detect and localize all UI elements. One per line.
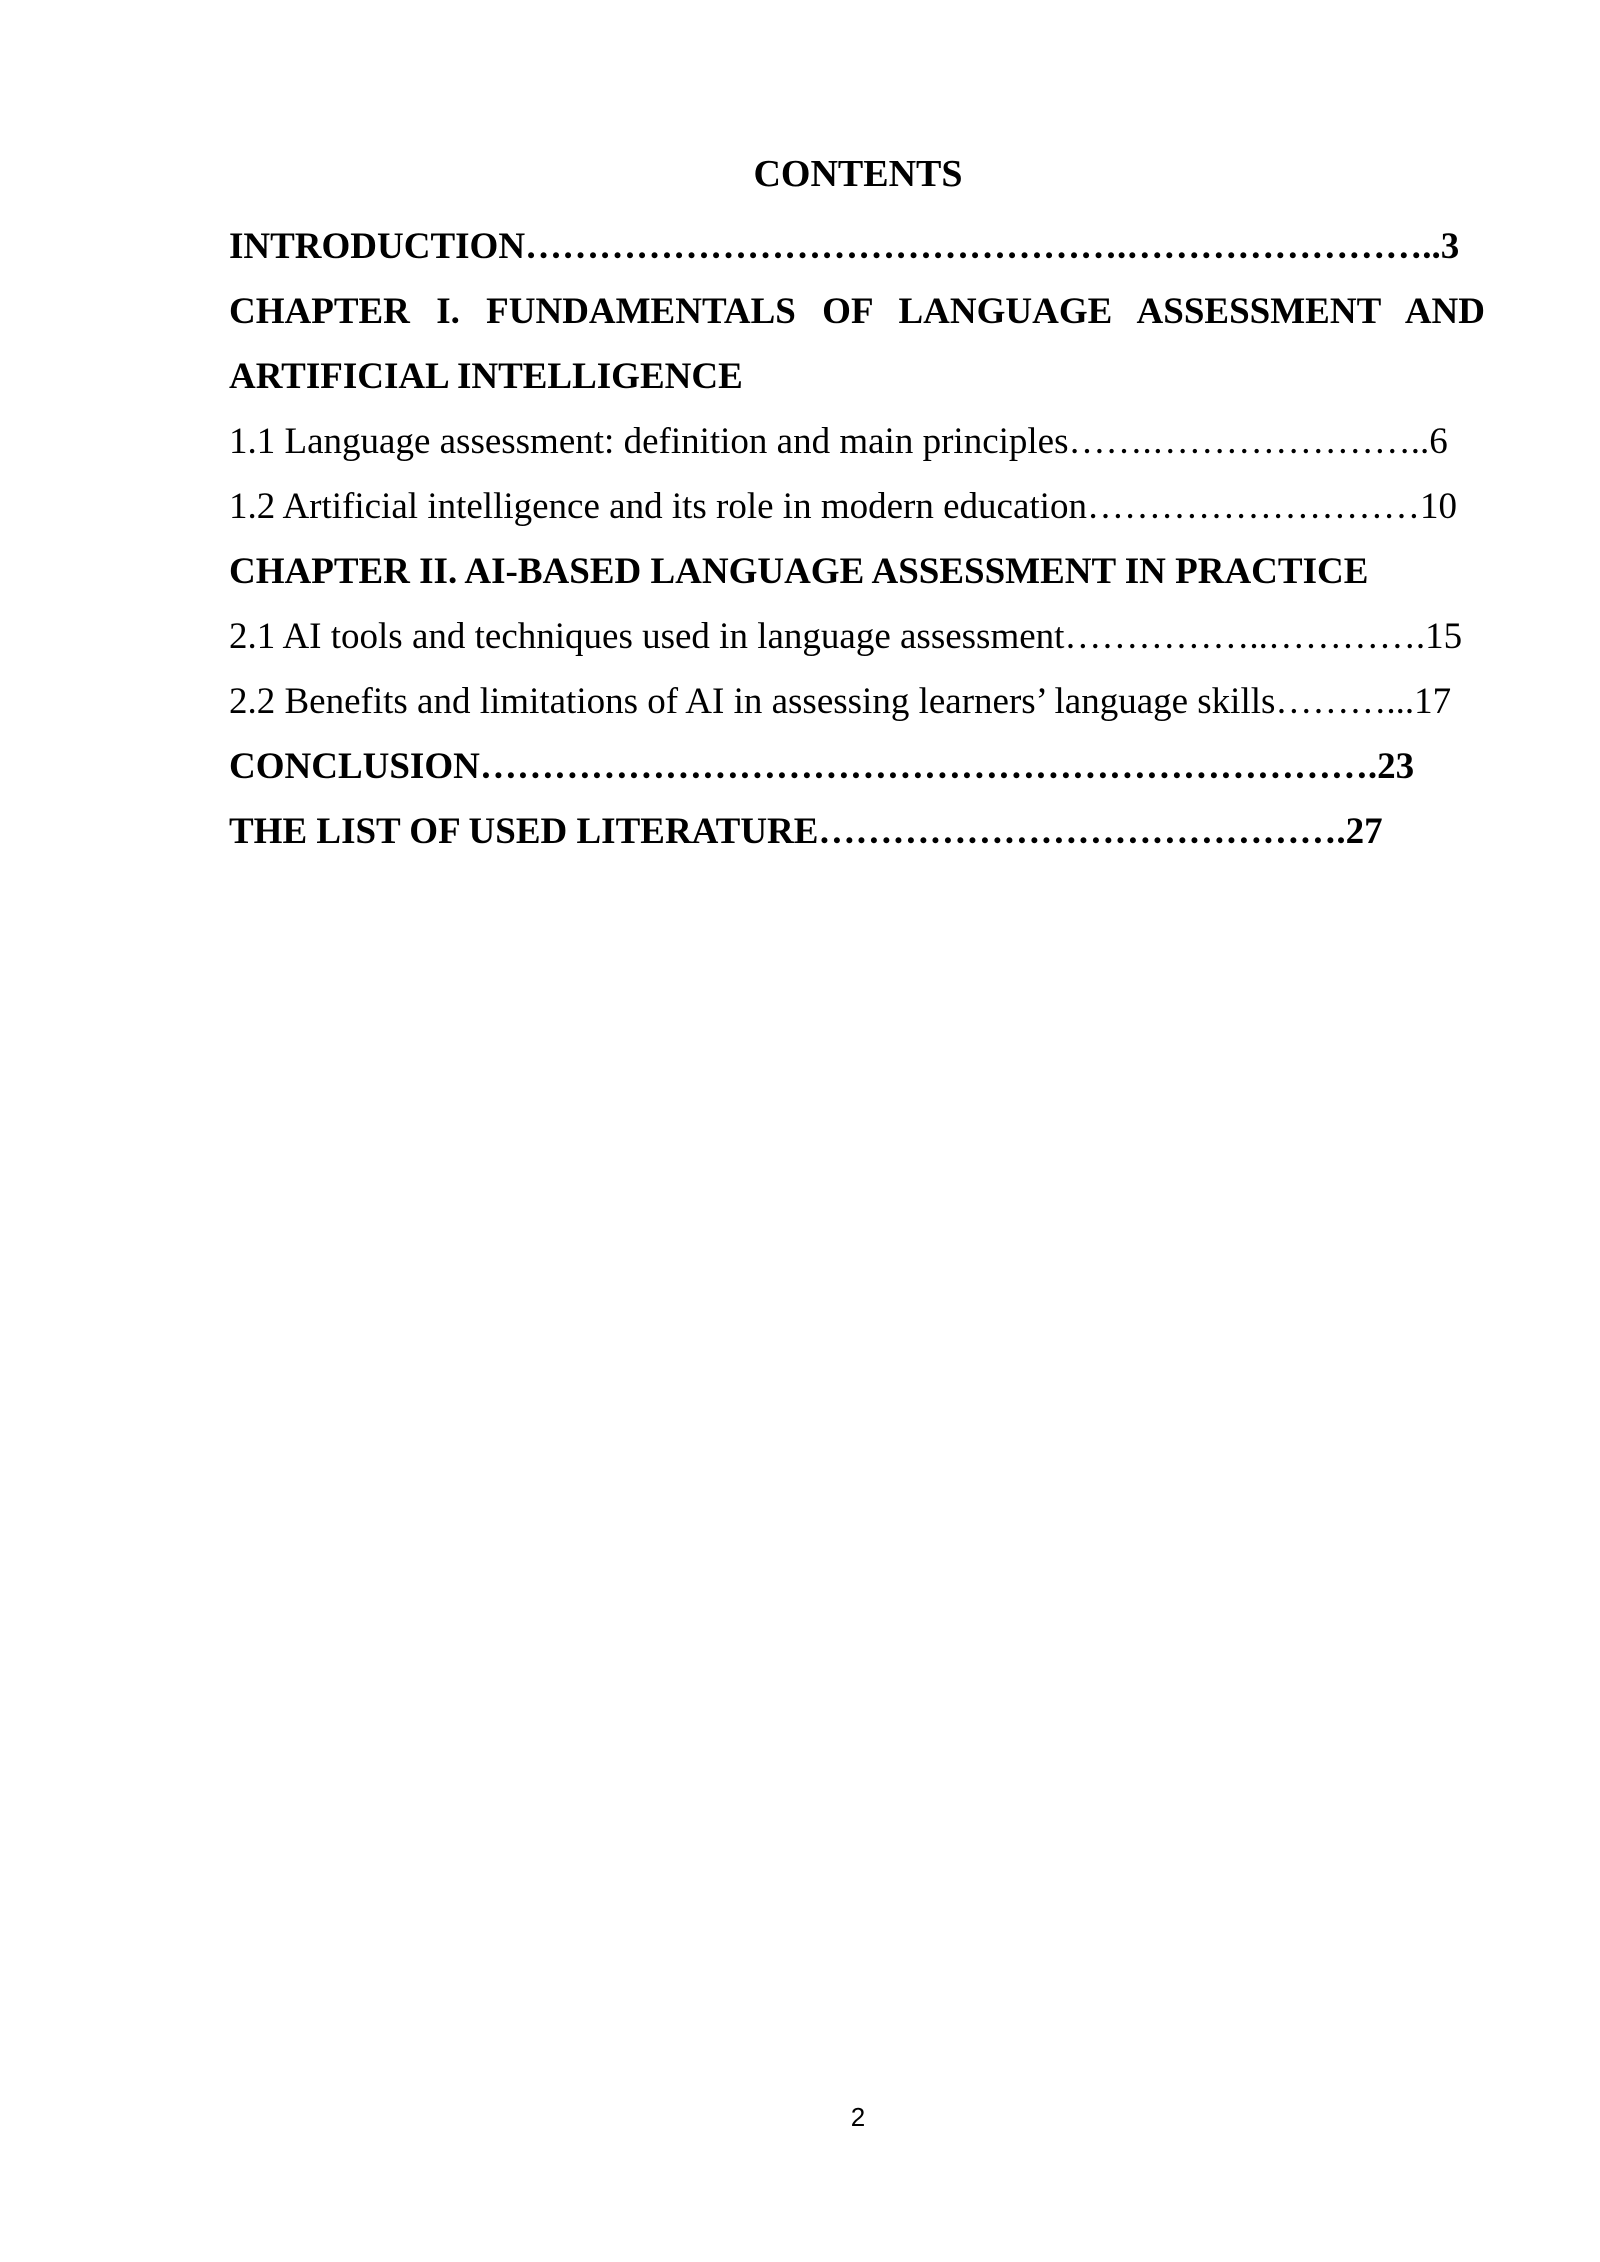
toc-entry-conclusion: CONCLUSION……………………………………………………………….23 (229, 746, 1415, 787)
table-of-contents (229, 214, 1485, 864)
toc-entry-introduction: INTRODUCTION………………………………………….……………………..3 (229, 226, 1460, 267)
toc-entry-section-1-1: 1.1 Language assessment: definition and main principles…….…………………..6 (229, 421, 1448, 462)
toc-entry-chapter-2-title: CHAPTER II. AI-BASED LANGUAGE ASSESSMENT IN PRACTICE (229, 551, 1369, 592)
toc-entry-section-1-2: 1.2 Artificial intelligence and its role in modern education………………………10 (229, 486, 1457, 527)
page-title: CONTENTS (753, 153, 963, 195)
toc-entry-chapter-1-title-line-1: CHAPTER I. FUNDAMENTALS OF LANGUAGE ASSESSMENT AND (229, 291, 1485, 332)
page-number: 2 (850, 2102, 866, 2132)
toc-entry-literature: THE LIST OF USED LITERATURE…………………………………….27 (229, 811, 1383, 852)
toc-entry-section-2-1: 2.1 AI tools and techniques used in language assessment……………..………….15 (229, 616, 1463, 657)
toc-entry-section-2-2: 2.2 Benefits and limitations of AI in assessing learners’ language skills………...17 (229, 681, 1452, 722)
toc-entry-chapter-1-title-line-2: ARTIFICIAL INTELLIGENCE (229, 356, 743, 397)
